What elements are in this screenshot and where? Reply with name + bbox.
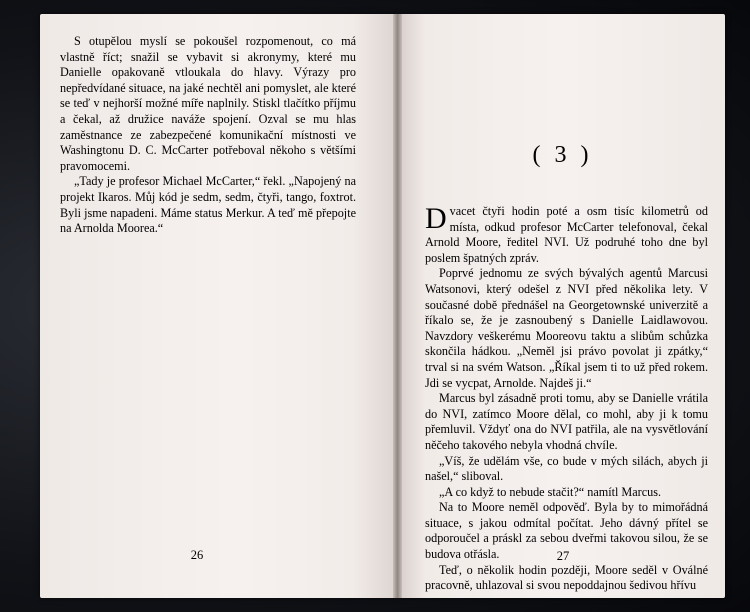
first-paragraph: [425, 204, 708, 266]
right-paragraph: Na to Moore neměl odpověď. Byla by to mimořádná situace, s jakou odmítal počítat. Jeho dávný přítel se odporoučel a práskl za sebou dveřmi takovou silou, že se budova otřásla.: [425, 500, 708, 562]
right-paragraph: Marcus byl zásadně proti tomu, aby se Danielle vrátila do NVI, zatímco Moore dělal, co mohl, aby ji k tomu přemluvil. Vždyť ona do NVI patřila, ale na vysvětlování něčeho takového nebyla vhodná chvíle.: [425, 391, 708, 452]
chapter-title: ( 3 ): [532, 142, 593, 168]
left-page-text: [60, 34, 356, 237]
left-paragraph: S otupělou myslí se pokoušel rozpomenout, co má vlastně říct; snažil se vybavit si akronymy, které mu Danielle opakovaně vtloukala do hlavy. Výrazy pro nepředvídané situace, na jaké nechtěl ani pomyslet, ale které se teď v nejhorší možné míře naplnily. Stiskl tlačítko příjmu a čekal, až družice naváže spojení. Ozval se mu hlas zaměstnance ze zabezpečené komunikační místnosti ve Washingtonu D. C. McCarter potřeboval někoho s většími pravomocemi.: [60, 34, 356, 173]
left-paragraph: „Tady je profesor Michael McCarter,“ řekl. „Napojený na projekt Ikaros. Můj kód je sedm, sedm, čtyři, tango, foxtrot. Byli jsme napadeni. Máme status Merkur. A teď mě přepojte na Arnolda Moorea.“: [60, 174, 356, 236]
first-paragraph-text: vacet čtyři hodin poté a osm tisíc kilometrů od místa, odkud profesor McCarter telefonoval, čekal Arnold Moore, ředitel NVI. Už podruhé toho dne byl poslem špatných zpráv.: [425, 204, 708, 265]
right-paragraph: „A co když to nebude stačit?“ namítl Marcus.: [439, 484, 662, 499]
drop-cap: D: [425, 202, 447, 235]
right-page-text: [425, 204, 708, 594]
page-number-left: 26: [190, 548, 204, 562]
page-number-right: 27: [556, 549, 570, 563]
right-page-content: [400, 14, 725, 598]
right-paragraph: Poprvé jednomu ze svých bývalých agentů Marcusi Watsonovi, který odešel z NVI před několika lety. V současné době přednášel na Georgetownské univerzitě a říkalo se, že je zasnoubený s Danielle Laidlawovou. Navzdory veškerému Mooreovu taktu a slibům schůzka skončila hádkou. „Neměl jsi právo povolat ji zpátky,“ trval si na svém Watson. „Říkal jsem ti to už před rokem. Jdi se vycpat, Arnolde. Najdeš ji.“: [425, 266, 708, 390]
right-paragraph: Teď, o několik hodin později, Moore seděl v Oválné pracovně, uhlazoval si svou nepoddajnou šedivou hřívu: [425, 562, 708, 593]
right-paragraph: „Víš, že udělám vše, co bude v mých silách, abych ji našel,“ sliboval.: [425, 453, 708, 484]
